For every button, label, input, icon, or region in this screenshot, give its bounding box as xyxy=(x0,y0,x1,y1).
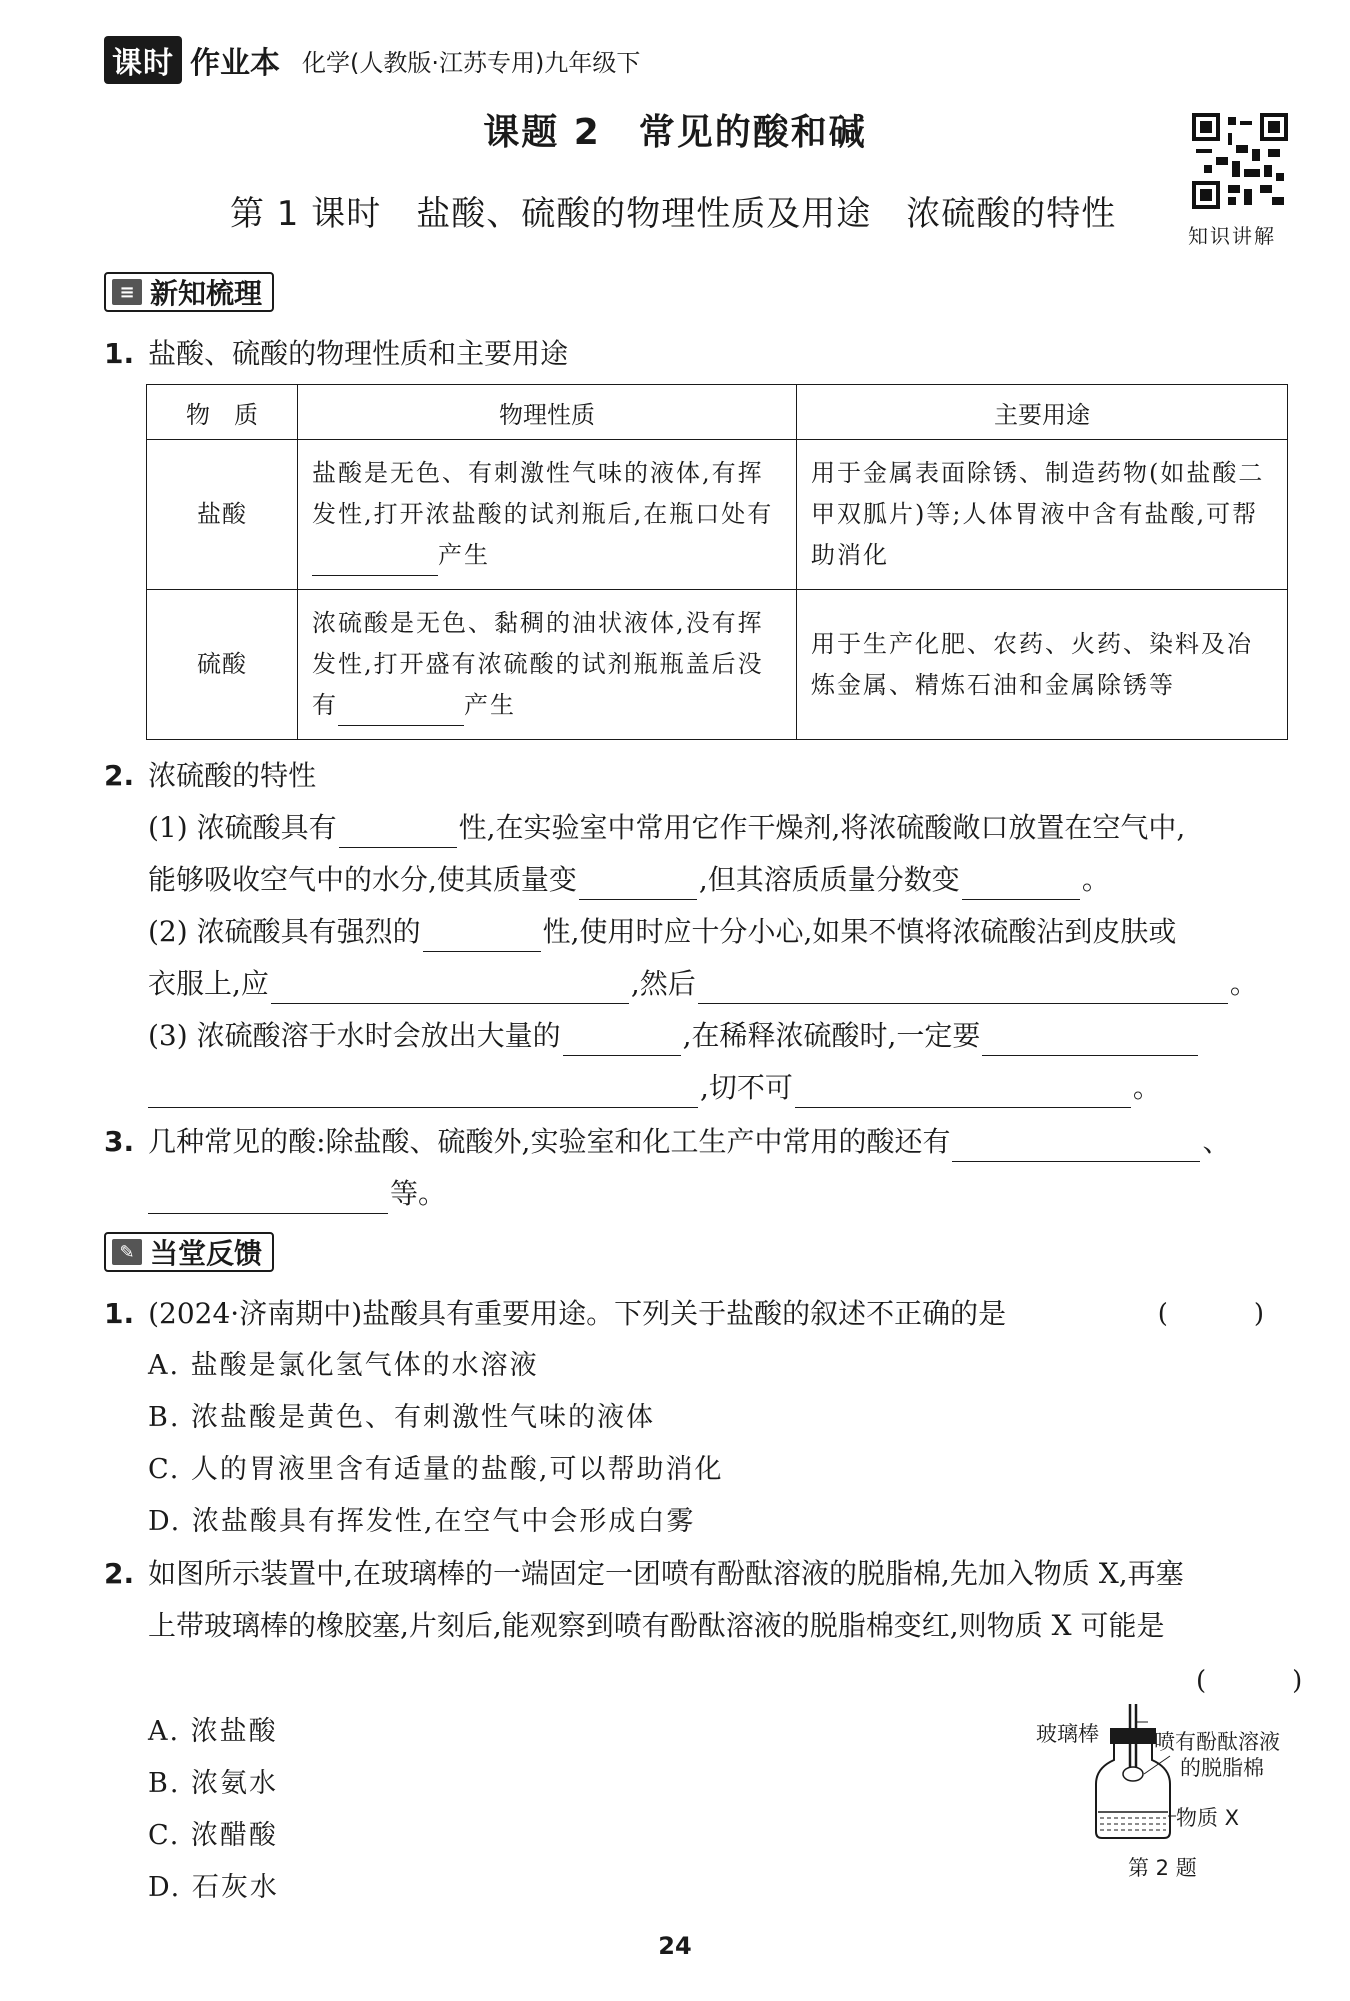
table-cell-property: 盐酸是无色、有刺激性气味的液体,有挥发性,打开浓盐酸的试剂瓶后,在瓶口处有产生 xyxy=(298,440,797,590)
label-substance-x: 物质 X xyxy=(1176,1806,1240,1830)
answer-blank[interactable] xyxy=(271,973,629,1004)
section-title: 当堂反馈 xyxy=(150,1237,263,1270)
label-cotton-2: 的脱脂棉 xyxy=(1180,1756,1264,1780)
question-1: 1. 盐酸、硫酸的物理性质和主要用途 xyxy=(104,337,569,370)
answer-blank[interactable] xyxy=(698,973,1228,1004)
page-number: 24 xyxy=(658,1932,692,1960)
book-name: 作业本 xyxy=(190,46,280,81)
answer-blank[interactable] xyxy=(339,817,457,848)
question-2-part-1: (1) 浓硫酸具有 性,在实验室中常用它作干燥剂,将浓硫酸敞口放置在空气中, 能够吸收空气中的水分,使其质量变 ,但其溶质质量分数变 。 xyxy=(148,808,1293,900)
header xyxy=(104,40,640,80)
answer-blank[interactable] xyxy=(423,921,541,952)
table-row xyxy=(147,590,1288,740)
table-cell-use: 用于生产化肥、农药、火药、染料及冶炼金属、精炼石油和金属除锈等 xyxy=(797,590,1288,740)
table-header: 物理性质 xyxy=(298,385,797,440)
figure-caption: 第 2 题 xyxy=(1128,1856,1197,1880)
answer-bracket[interactable]: ( ) xyxy=(1196,1666,1333,1696)
label-glass-rod: 玻璃棒 xyxy=(1036,1722,1099,1746)
pencil-icon: ✎ xyxy=(112,1239,142,1265)
answer-blank[interactable] xyxy=(579,869,697,900)
option[interactable]: C. 人的胃液里含有适量的盐酸,可以帮助消化 xyxy=(148,1454,724,1485)
label-cotton: 喷有酚酞溶液 xyxy=(1154,1730,1280,1754)
section-feedback xyxy=(104,1232,274,1272)
option[interactable]: B. 浓氨水 xyxy=(148,1768,279,1799)
answer-blank[interactable] xyxy=(962,869,1080,900)
page-title: 课题 2 常见的酸和碱 xyxy=(483,112,867,153)
option[interactable]: A. 浓盐酸 xyxy=(148,1716,278,1747)
answer-blank[interactable] xyxy=(795,1077,1131,1108)
qr-code-icon[interactable] xyxy=(1192,113,1288,209)
table-cell-substance: 硫酸 xyxy=(147,590,298,740)
answer-blank[interactable] xyxy=(982,1025,1198,1056)
table-header-row xyxy=(147,385,1288,440)
question-2-part-3: (3) 浓硫酸溶于水时会放出大量的 ,在稀释浓硫酸时,一定要 ,切不可 。 xyxy=(148,1016,1293,1108)
brand-logo: 课时 xyxy=(104,36,182,84)
answer-blank[interactable] xyxy=(952,1131,1200,1162)
table-cell-use: 用于金属表面除锈、制造药物(如盐酸二甲双胍片)等;人体胃液中含有盐酸,可帮助消化 xyxy=(797,440,1288,590)
option[interactable]: A. 盐酸是氯化氢气体的水溶液 xyxy=(148,1350,539,1381)
answer-blank[interactable] xyxy=(148,1183,388,1214)
answer-bracket[interactable]: ( ) xyxy=(1157,1299,1294,1329)
question-2: 2. 浓硫酸的特性 xyxy=(104,759,317,792)
table-row xyxy=(147,440,1288,590)
answer-blank[interactable] xyxy=(312,547,438,576)
question-2-part-2: (2) 浓硫酸具有强烈的 性,使用时应十分小心,如果不慎将浓硫酸沾到皮肤或 衣服上,应 ,然后 。 xyxy=(148,912,1293,1004)
option[interactable]: D. 浓盐酸具有挥发性,在空气中会形成白雾 xyxy=(148,1506,696,1537)
option[interactable]: D. 石灰水 xyxy=(148,1872,279,1903)
option[interactable]: C. 浓醋酸 xyxy=(148,1820,278,1851)
section-knowledge xyxy=(104,272,274,312)
feedback-question-1: 1. (2024·济南期中)盐酸具有重要用途。下列关于盐酸的叙述不正确的是 ( ) xyxy=(104,1294,1294,1334)
subject-label: 化学(人教版·江苏专用)九年级下 xyxy=(302,48,641,77)
feedback-question-2: 2. 如图所示装置中,在玻璃棒的一端固定一团喷有酚酞溶液的脱脂棉,先加入物质 X,再塞 上带玻璃棒的橡胶塞,片刻后,能观察到喷有酚酞溶液的脱脂棉变红,则物质 X 可能是 xyxy=(104,1557,1184,1642)
table-cell-property: 浓硫酸是无色、黏稠的油状液体,没有挥发性,打开盛有浓硫酸的试剂瓶瓶盖后没有 产生 xyxy=(298,590,797,740)
qr-label: 知识讲解 xyxy=(1188,224,1276,248)
question-3: 3. 几种常见的酸:除盐酸、硫酸外,实验室和化工生产中常用的酸还有 、 等。 xyxy=(104,1122,1294,1214)
properties-table xyxy=(146,384,1288,740)
table-header: 物 质 xyxy=(147,385,298,440)
lesson-subtitle: 第 1 课时 盐酸、硫酸的物理性质及用途 浓硫酸的特性 xyxy=(230,194,1117,234)
answer-blank[interactable] xyxy=(563,1025,681,1056)
table-cell-substance: 盐酸 xyxy=(147,440,298,590)
option[interactable]: B. 浓盐酸是黄色、有刺激性气味的液体 xyxy=(148,1402,656,1433)
answer-blank[interactable] xyxy=(338,697,464,726)
table-header: 主要用途 xyxy=(797,385,1288,440)
answer-blank[interactable] xyxy=(148,1077,698,1108)
book-icon: ≡ xyxy=(112,279,142,305)
section-title: 新知梳理 xyxy=(150,277,263,310)
